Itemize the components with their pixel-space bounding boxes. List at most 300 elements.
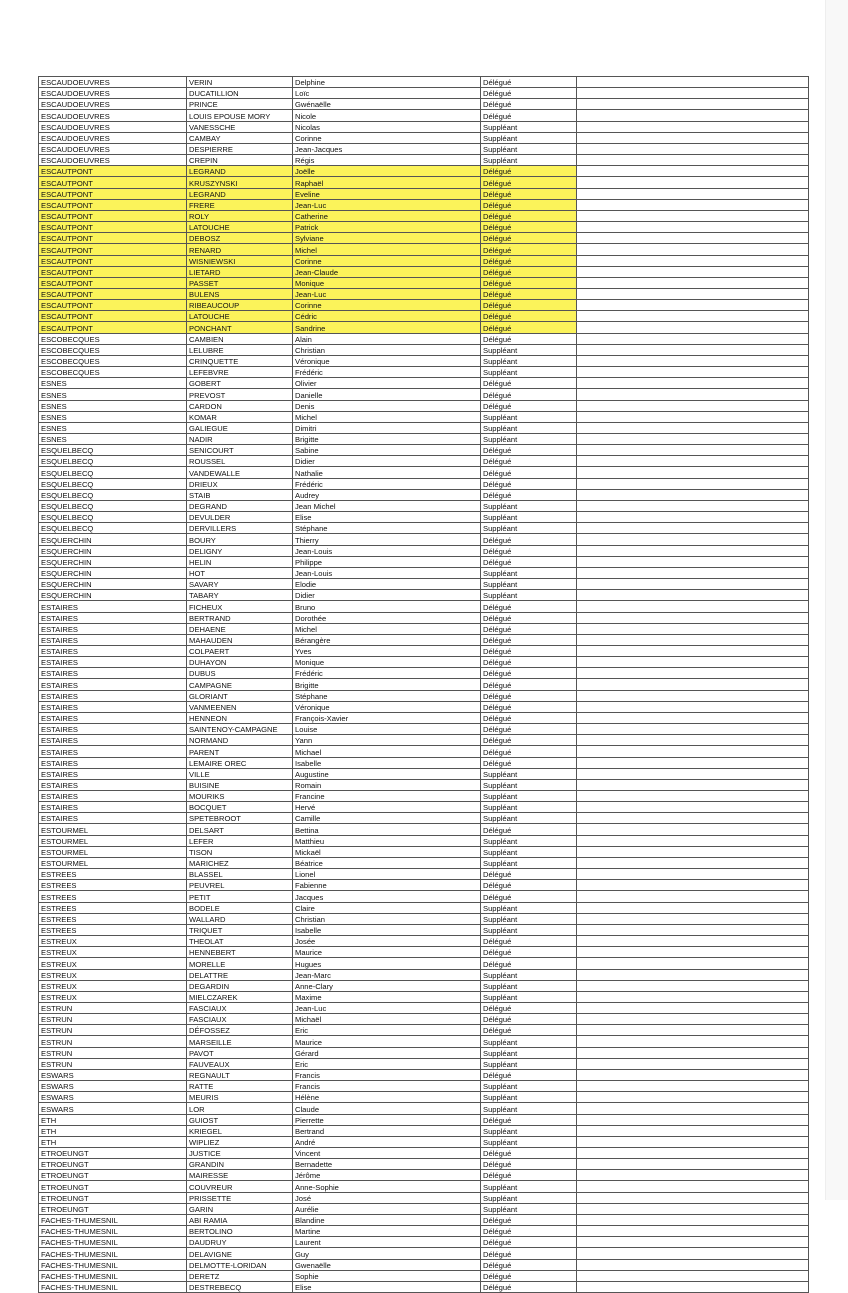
empty-cell <box>577 590 809 601</box>
nom-cell: DERVILLERS <box>187 523 293 534</box>
table-row <box>39 456 809 467</box>
prenom-cell: Audrey <box>293 489 481 500</box>
nom-cell: DEHAENE <box>187 623 293 634</box>
commune-cell: ESNES <box>39 422 187 433</box>
nom-cell: SAVARY <box>187 579 293 590</box>
table-row <box>39 534 809 545</box>
prenom-cell: Lionel <box>293 869 481 880</box>
qualite-cell: Délégué <box>481 188 577 199</box>
nom-cell: CRINQUETTE <box>187 355 293 366</box>
table-row <box>39 567 809 578</box>
qualite-cell: Délégué <box>481 177 577 188</box>
empty-cell <box>577 712 809 723</box>
nom-cell: WALLARD <box>187 913 293 924</box>
nom-cell: JUSTICE <box>187 1148 293 1159</box>
nom-cell: KRUSZYNSKI <box>187 177 293 188</box>
empty-cell <box>577 244 809 255</box>
prenom-cell: Christian <box>293 913 481 924</box>
commune-cell: ESCAUDOEUVRES <box>39 143 187 154</box>
prenom-cell: Delphine <box>293 77 481 88</box>
empty-cell <box>577 1114 809 1125</box>
nom-cell: LATOUCHE <box>187 222 293 233</box>
table-row <box>39 824 809 835</box>
prenom-cell: Béatrice <box>293 857 481 868</box>
empty-cell <box>577 902 809 913</box>
empty-cell <box>577 222 809 233</box>
commune-cell: ESCAUTPONT <box>39 166 187 177</box>
empty-cell <box>577 355 809 366</box>
nom-cell: DESTREBECQ <box>187 1281 293 1292</box>
table-row <box>39 891 809 902</box>
table-row <box>39 846 809 857</box>
commune-cell: ESCAUTPONT <box>39 255 187 266</box>
commune-cell: ESQUERCHIN <box>39 556 187 567</box>
commune-cell: ETH <box>39 1136 187 1147</box>
prenom-cell: Michael <box>293 746 481 757</box>
nom-cell: MIELCZAREK <box>187 991 293 1002</box>
table-row <box>39 166 809 177</box>
table-row <box>39 411 809 422</box>
prenom-cell: Véronique <box>293 701 481 712</box>
qualite-cell: Délégué <box>481 445 577 456</box>
table-row <box>39 913 809 924</box>
empty-cell <box>577 121 809 132</box>
commune-cell: ESCAUDOEUVRES <box>39 132 187 143</box>
commune-cell: FACHES-THUMESNIL <box>39 1248 187 1259</box>
table-row <box>39 143 809 154</box>
table-row <box>39 322 809 333</box>
table-row <box>39 311 809 322</box>
nom-cell: DUBUS <box>187 668 293 679</box>
prenom-cell: Augustine <box>293 768 481 779</box>
prenom-cell: Romain <box>293 779 481 790</box>
prenom-cell: Josée <box>293 936 481 947</box>
commune-cell: ESCOBECQUES <box>39 367 187 378</box>
commune-cell: ESTAIRES <box>39 668 187 679</box>
empty-cell <box>577 233 809 244</box>
prenom-cell: Laurent <box>293 1237 481 1248</box>
nom-cell: VILLE <box>187 768 293 779</box>
table-row <box>39 1002 809 1013</box>
qualite-cell: Délégué <box>481 701 577 712</box>
table-row <box>39 802 809 813</box>
prenom-cell: Gwénaëlle <box>293 99 481 110</box>
nom-cell: SAINTENOY-CAMPAGNE <box>187 724 293 735</box>
prenom-cell: Danielle <box>293 389 481 400</box>
commune-cell: ESTRUN <box>39 1058 187 1069</box>
qualite-cell: Suppléant <box>481 1047 577 1058</box>
empty-cell <box>577 612 809 623</box>
empty-cell <box>577 1148 809 1159</box>
empty-cell <box>577 1281 809 1292</box>
nom-cell: CAMPAGNE <box>187 679 293 690</box>
qualite-cell: Suppléant <box>481 355 577 366</box>
table-row <box>39 1259 809 1270</box>
qualite-cell: Délégué <box>481 244 577 255</box>
nom-cell: TRIQUET <box>187 924 293 935</box>
table-row <box>39 300 809 311</box>
nom-cell: PONCHANT <box>187 322 293 333</box>
table-row <box>39 400 809 411</box>
commune-cell: ESCAUTPONT <box>39 177 187 188</box>
nom-cell: MEURIS <box>187 1092 293 1103</box>
table-row <box>39 724 809 735</box>
qualite-cell: Délégué <box>481 668 577 679</box>
prenom-cell: Alain <box>293 333 481 344</box>
table-row <box>39 1270 809 1281</box>
empty-cell <box>577 645 809 656</box>
table-row <box>39 545 809 556</box>
nom-cell: DESPIERRE <box>187 143 293 154</box>
commune-cell: ESNES <box>39 378 187 389</box>
qualite-cell: Délégué <box>481 534 577 545</box>
commune-cell: ESTOURMEL <box>39 846 187 857</box>
nom-cell: DERETZ <box>187 1270 293 1281</box>
commune-cell: ESTAIRES <box>39 645 187 656</box>
commune-cell: ETROEUNGT <box>39 1159 187 1170</box>
commune-cell: ESQUERCHIN <box>39 579 187 590</box>
prenom-cell: Isabelle <box>293 757 481 768</box>
qualite-cell: Suppléant <box>481 567 577 578</box>
qualite-cell: Délégué <box>481 679 577 690</box>
empty-cell <box>577 991 809 1002</box>
empty-cell <box>577 746 809 757</box>
nom-cell: MARICHEZ <box>187 857 293 868</box>
empty-cell <box>577 958 809 969</box>
nom-cell: LEGRAND <box>187 166 293 177</box>
empty-cell <box>577 1226 809 1237</box>
qualite-cell: Suppléant <box>481 779 577 790</box>
qualite-cell: Délégué <box>481 1159 577 1170</box>
empty-cell <box>577 623 809 634</box>
commune-cell: ESTAIRES <box>39 802 187 813</box>
commune-cell: ESCAUDOEUVRES <box>39 110 187 121</box>
nom-cell: COLPAERT <box>187 645 293 656</box>
qualite-cell: Délégué <box>481 210 577 221</box>
nom-cell: HENNEBERT <box>187 947 293 958</box>
commune-cell: ESCAUTPONT <box>39 222 187 233</box>
commune-cell: FACHES-THUMESNIL <box>39 1214 187 1225</box>
prenom-cell: Bernadette <box>293 1159 481 1170</box>
table-row <box>39 936 809 947</box>
table-row <box>39 367 809 378</box>
commune-cell: ETROEUNGT <box>39 1192 187 1203</box>
prenom-cell: Jean-Claude <box>293 266 481 277</box>
empty-cell <box>577 813 809 824</box>
table-row <box>39 1159 809 1170</box>
nom-cell: CARDON <box>187 400 293 411</box>
nom-cell: FASCIAUX <box>187 1002 293 1013</box>
empty-cell <box>577 1103 809 1114</box>
empty-cell <box>577 567 809 578</box>
prenom-cell: Jacques <box>293 891 481 902</box>
empty-cell <box>577 1014 809 1025</box>
table-row <box>39 1248 809 1259</box>
nom-cell: DRIEUX <box>187 478 293 489</box>
empty-cell <box>577 1069 809 1080</box>
table-row <box>39 1092 809 1103</box>
table-row <box>39 1103 809 1114</box>
table-row <box>39 712 809 723</box>
qualite-cell: Délégué <box>481 746 577 757</box>
empty-cell <box>577 1181 809 1192</box>
qualite-cell: Délégué <box>481 88 577 99</box>
commune-cell: ESTAIRES <box>39 712 187 723</box>
empty-cell <box>577 344 809 355</box>
table-row <box>39 222 809 233</box>
commune-cell: ESWARS <box>39 1069 187 1080</box>
prenom-cell: Jérôme <box>293 1170 481 1181</box>
nom-cell: WIPLIEZ <box>187 1136 293 1147</box>
qualite-cell: Délégué <box>481 712 577 723</box>
table-row <box>39 210 809 221</box>
prenom-cell: Jean Michel <box>293 500 481 511</box>
prenom-cell: Fabienne <box>293 880 481 891</box>
prenom-cell: Eveline <box>293 188 481 199</box>
commune-cell: FACHES-THUMESNIL <box>39 1226 187 1237</box>
nom-cell: LIETARD <box>187 266 293 277</box>
commune-cell: ESCAUTPONT <box>39 311 187 322</box>
qualite-cell: Délégué <box>481 645 577 656</box>
commune-cell: ESTOURMEL <box>39 824 187 835</box>
commune-cell: ESTREES <box>39 891 187 902</box>
empty-cell <box>577 99 809 110</box>
prenom-cell: Michel <box>293 244 481 255</box>
empty-cell <box>577 500 809 511</box>
empty-cell <box>577 199 809 210</box>
commune-cell: ESTREUX <box>39 947 187 958</box>
commune-cell: ESQUELBECQ <box>39 523 187 534</box>
empty-cell <box>577 634 809 645</box>
qualite-cell: Délégué <box>481 322 577 333</box>
empty-cell <box>577 947 809 958</box>
empty-cell <box>577 166 809 177</box>
prenom-cell: Philippe <box>293 556 481 567</box>
empty-cell <box>577 143 809 154</box>
commune-cell: ESCAUTPONT <box>39 277 187 288</box>
empty-cell <box>577 846 809 857</box>
qualite-cell: Délégué <box>481 958 577 969</box>
prenom-cell: Michaël <box>293 1014 481 1025</box>
prenom-cell: Jean-Luc <box>293 1002 481 1013</box>
nom-cell: BLASSEL <box>187 869 293 880</box>
commune-cell: ESTRUN <box>39 1025 187 1036</box>
nom-cell: HENNEON <box>187 712 293 723</box>
nom-cell: FASCIAUX <box>187 1014 293 1025</box>
prenom-cell: Hélène <box>293 1092 481 1103</box>
nom-cell: TABARY <box>187 590 293 601</box>
nom-cell: PETIT <box>187 891 293 902</box>
empty-cell <box>577 1002 809 1013</box>
prenom-cell: Elise <box>293 512 481 523</box>
table-row <box>39 902 809 913</box>
table-row <box>39 88 809 99</box>
table-row <box>39 835 809 846</box>
nom-cell: ROLY <box>187 210 293 221</box>
empty-cell <box>577 1203 809 1214</box>
commune-cell: ESTREUX <box>39 936 187 947</box>
empty-cell <box>577 880 809 891</box>
nom-cell: MAHAUDEN <box>187 634 293 645</box>
nom-cell: DELAVIGNE <box>187 1248 293 1259</box>
nom-cell: DUHAYON <box>187 657 293 668</box>
qualite-cell: Suppléant <box>481 969 577 980</box>
nom-cell: VANESSCHE <box>187 121 293 132</box>
table-row <box>39 958 809 969</box>
empty-cell <box>577 1214 809 1225</box>
prenom-cell: Catherine <box>293 210 481 221</box>
empty-cell <box>577 668 809 679</box>
prenom-cell: Eric <box>293 1025 481 1036</box>
table-row <box>39 556 809 567</box>
nom-cell: FAUVEAUX <box>187 1058 293 1069</box>
empty-cell <box>577 467 809 478</box>
qualite-cell: Délégué <box>481 166 577 177</box>
qualite-cell: Délégué <box>481 1270 577 1281</box>
empty-cell <box>577 824 809 835</box>
delegates-table <box>38 76 809 1293</box>
prenom-cell: Claire <box>293 902 481 913</box>
nom-cell: TISON <box>187 846 293 857</box>
nom-cell: GLORIANT <box>187 690 293 701</box>
qualite-cell: Suppléant <box>481 500 577 511</box>
prenom-cell: Frédéric <box>293 478 481 489</box>
nom-cell: PREVOST <box>187 389 293 400</box>
table-row <box>39 1237 809 1248</box>
commune-cell: ESTAIRES <box>39 657 187 668</box>
nom-cell: LEMAIRE OREC <box>187 757 293 768</box>
qualite-cell: Délégué <box>481 77 577 88</box>
prenom-cell: Nicole <box>293 110 481 121</box>
prenom-cell: Yves <box>293 645 481 656</box>
commune-cell: ETH <box>39 1125 187 1136</box>
commune-cell: ESTAIRES <box>39 690 187 701</box>
qualite-cell: Suppléant <box>481 523 577 534</box>
prenom-cell: Gwenaëlle <box>293 1259 481 1270</box>
commune-cell: ESTAIRES <box>39 757 187 768</box>
qualite-cell: Délégué <box>481 400 577 411</box>
commune-cell: ESNES <box>39 389 187 400</box>
table-row <box>39 99 809 110</box>
nom-cell: BERTRAND <box>187 612 293 623</box>
prenom-cell: Loïc <box>293 88 481 99</box>
table-row <box>39 991 809 1002</box>
commune-cell: ESQUERCHIN <box>39 590 187 601</box>
qualite-cell: Suppléant <box>481 434 577 445</box>
empty-cell <box>577 1036 809 1047</box>
commune-cell: ESTOURMEL <box>39 857 187 868</box>
commune-cell: FACHES-THUMESNIL <box>39 1259 187 1270</box>
table-row <box>39 378 809 389</box>
commune-cell: ESQUELBECQ <box>39 489 187 500</box>
prenom-cell: François-Xavier <box>293 712 481 723</box>
commune-cell: ESQUELBECQ <box>39 500 187 511</box>
nom-cell: PRISSETTE <box>187 1192 293 1203</box>
qualite-cell: Délégué <box>481 612 577 623</box>
prenom-cell: Anne-Clary <box>293 980 481 991</box>
commune-cell: ESTREUX <box>39 991 187 1002</box>
empty-cell <box>577 679 809 690</box>
table-row <box>39 590 809 601</box>
empty-cell <box>577 891 809 902</box>
empty-cell <box>577 969 809 980</box>
qualite-cell: Délégué <box>481 1025 577 1036</box>
empty-cell <box>577 1248 809 1259</box>
empty-cell <box>577 1047 809 1058</box>
commune-cell: ESTAIRES <box>39 724 187 735</box>
empty-cell <box>577 177 809 188</box>
commune-cell: ETROEUNGT <box>39 1181 187 1192</box>
table-row <box>39 121 809 132</box>
prenom-cell: Jean-Marc <box>293 969 481 980</box>
empty-cell <box>577 869 809 880</box>
table-row <box>39 288 809 299</box>
prenom-cell: Pierrette <box>293 1114 481 1125</box>
prenom-cell: Régis <box>293 155 481 166</box>
nom-cell: FICHEUX <box>187 601 293 612</box>
table-row <box>39 1058 809 1069</box>
table-row <box>39 1192 809 1203</box>
prenom-cell: Aurélie <box>293 1203 481 1214</box>
empty-cell <box>577 757 809 768</box>
prenom-cell: Corinne <box>293 255 481 266</box>
empty-cell <box>577 434 809 445</box>
commune-cell: ESCOBECQUES <box>39 355 187 366</box>
prenom-cell: Camille <box>293 813 481 824</box>
table-row <box>39 701 809 712</box>
table-row <box>39 1214 809 1225</box>
nom-cell: DUCATILLION <box>187 88 293 99</box>
qualite-cell: Délégué <box>481 333 577 344</box>
commune-cell: ESQUELBECQ <box>39 445 187 456</box>
nom-cell: NADIR <box>187 434 293 445</box>
empty-cell <box>577 445 809 456</box>
qualite-cell: Suppléant <box>481 802 577 813</box>
qualite-cell: Délégué <box>481 869 577 880</box>
prenom-cell: Christian <box>293 344 481 355</box>
table-row <box>39 177 809 188</box>
qualite-cell: Délégué <box>481 824 577 835</box>
prenom-cell: Francis <box>293 1081 481 1092</box>
qualite-cell: Suppléant <box>481 143 577 154</box>
commune-cell: ETH <box>39 1114 187 1125</box>
prenom-cell: Brigitte <box>293 679 481 690</box>
qualite-cell: Suppléant <box>481 1092 577 1103</box>
nom-cell: LEGRAND <box>187 188 293 199</box>
prenom-cell: Bérangère <box>293 634 481 645</box>
table-row <box>39 512 809 523</box>
nom-cell: ROUSSEL <box>187 456 293 467</box>
nom-cell: KRIEGEL <box>187 1125 293 1136</box>
prenom-cell: Elodie <box>293 579 481 590</box>
commune-cell: ESQUELBECQ <box>39 512 187 523</box>
commune-cell: ESCAUDOEUVRES <box>39 155 187 166</box>
qualite-cell: Suppléant <box>481 768 577 779</box>
prenom-cell: Stéphane <box>293 690 481 701</box>
table-row <box>39 735 809 746</box>
prenom-cell: Jean-Louis <box>293 567 481 578</box>
empty-cell <box>577 768 809 779</box>
qualite-cell: Délégué <box>481 657 577 668</box>
table-row <box>39 757 809 768</box>
prenom-cell: Brigitte <box>293 434 481 445</box>
nom-cell: THEOLAT <box>187 936 293 947</box>
table-row <box>39 1148 809 1159</box>
prenom-cell: Yann <box>293 735 481 746</box>
qualite-cell: Suppléant <box>481 857 577 868</box>
commune-cell: ESCAUDOEUVRES <box>39 99 187 110</box>
qualite-cell: Délégué <box>481 1226 577 1237</box>
